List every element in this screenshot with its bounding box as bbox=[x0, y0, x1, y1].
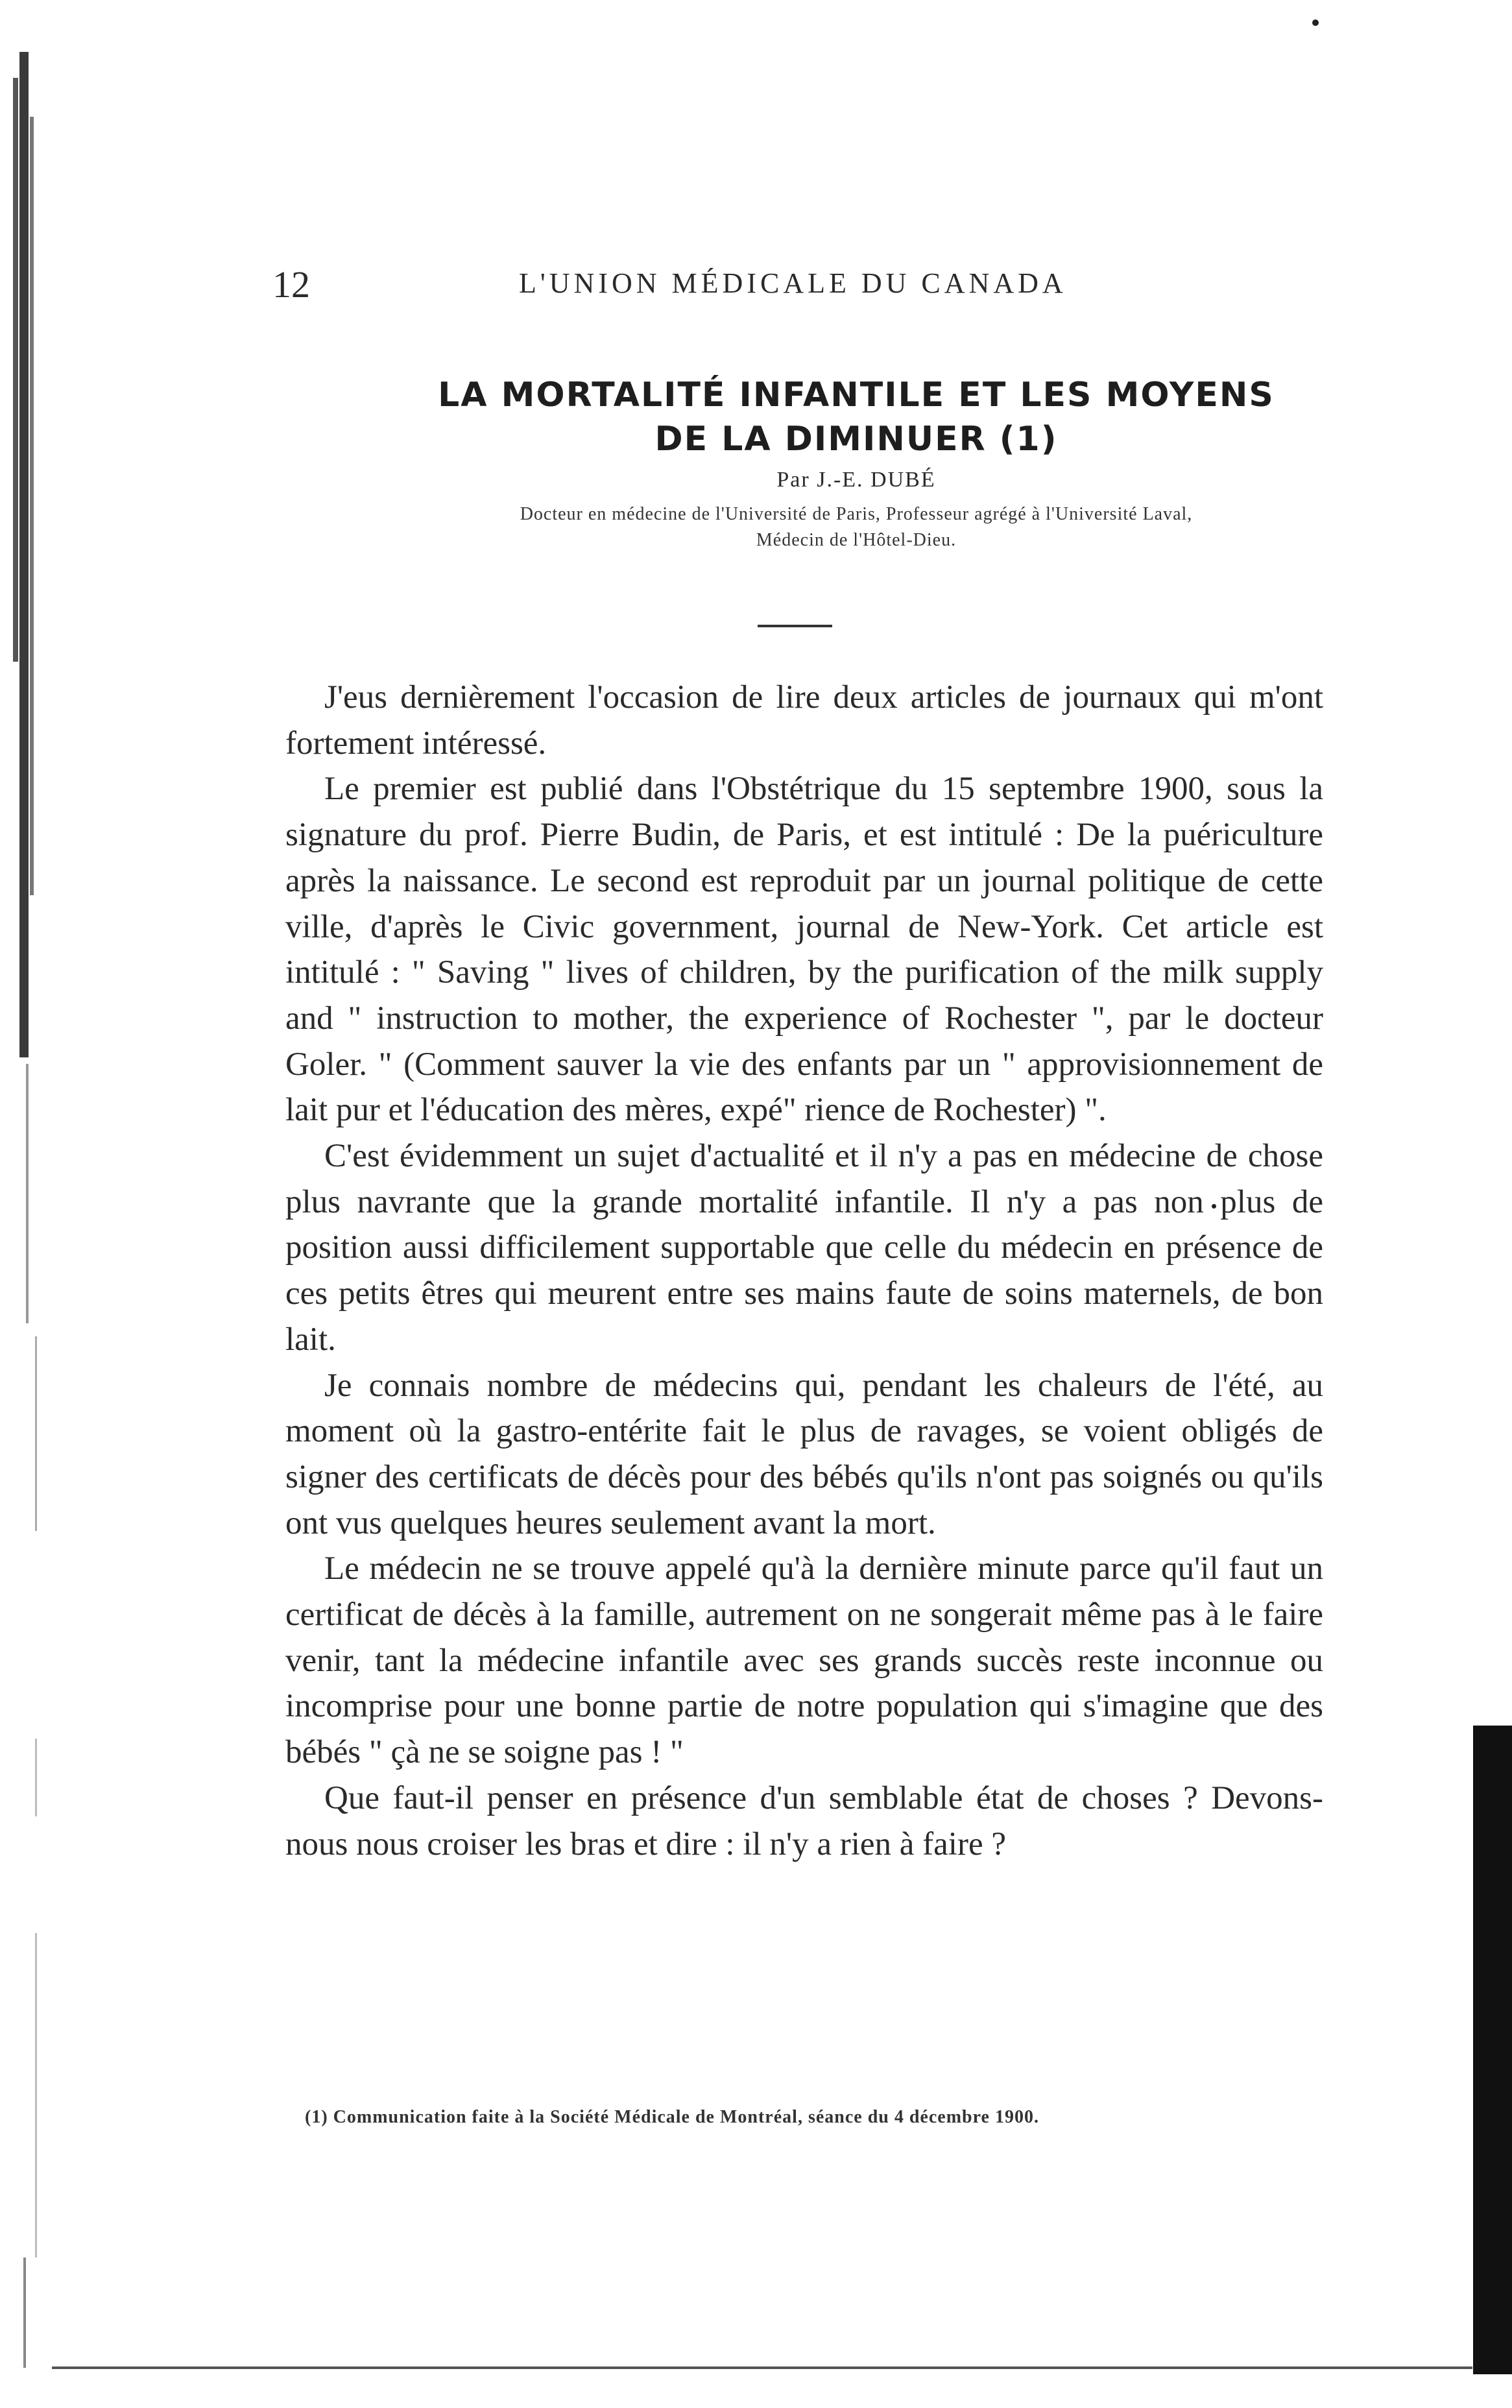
scan-bottom-edge bbox=[52, 2366, 1472, 2369]
paragraph: Le médecin ne se trouve appelé qu'à la dernière minute parce qu'il faut un certificat de décès à la famille, autrement on ne songerait même pas à le faire venir, tant la médecine infantile avec ses grands succès reste inconnue ou incomprise pour une bonne partie de notre population qui s'imagine que des bébés " çà ne se soigne pas ! " bbox=[285, 1550, 1323, 1771]
paragraph: C'est évidemment un sujet d'actualité et il n'y a pas en médecine de chose plus navrante que la grande mortalité infantile. Il n'y a pas non plus de position aussi difficilement supportable que celle du médecin en présence de ces petits êtres qui meurent entre ses mains faute de soins maternels, de bon lait. bbox=[285, 1138, 1323, 1358]
page-number: 12 bbox=[272, 263, 310, 306]
article-author: Par J.-E. DUBÉ bbox=[776, 468, 936, 492]
paragraph: Je connais nombre de médecins qui, pendant les chaleurs de l'été, au moment où la gastro-entérite fait le plus de ravages, se voient obligés de signer des certificats de décès pour des bébés qu'ils n'ont pas soignés ou qu'ils ont vus quelques heures seulement avant la mort. bbox=[285, 1367, 1323, 1541]
scan-edge-noise bbox=[6, 52, 65, 2374]
article-heading bbox=[279, 373, 1434, 553]
affiliation-line-2: Médecin de l'Hôtel-Dieu. bbox=[756, 530, 957, 550]
footnote: (1) Communication faite à la Société Médicale de Montréal, séance du 4 décembre 1900. bbox=[305, 2107, 1039, 2127]
page-header bbox=[272, 263, 1512, 308]
affiliation-line-1: Docteur en médecine de l'Université de Paris, Professeur agrégé à l'Université Laval, bbox=[520, 504, 1193, 524]
article-title bbox=[279, 373, 1434, 461]
paragraph: Le premier est publié dans l'Obstétrique du 15 septembre 1900, sous la signature du prof. Pierre Budin, de Paris, et est intitulé : De la puériculture après la naissance. Le second est reproduit par un journal politique de cette ville, d'après le Civic government, journal de New-York. Cet article est intitulé : " Saving " lives of children, by the purification of the milk supply and " instruction to mother, the experience of Rochester ", par le docteur Goler. " (Comment sauver la vie des enfants par un " approvisionnement de lait pur et l'éducation des mères, expé" rience de Rochester) ". bbox=[285, 771, 1323, 1129]
scan-dot bbox=[1312, 19, 1319, 26]
section-divider bbox=[758, 625, 832, 627]
article-body bbox=[285, 675, 1323, 1867]
author-affiliation bbox=[279, 501, 1434, 553]
scan-right-edge bbox=[1473, 1726, 1512, 2374]
article-title-line-2: DE LA DIMINUER (1) bbox=[654, 420, 1058, 459]
paragraph: J'eus dernièrement l'occasion de lire deux articles de journaux qui m'ont fortement intéressé. bbox=[285, 679, 1323, 762]
running-title: L'UNION MÉDICALE DU CANADA bbox=[519, 267, 1067, 299]
article-title-line-1: LA MORTALITÉ INFANTILE ET LES MOYENS bbox=[438, 376, 1275, 415]
paragraph: Que faut-il penser en présence d'un semblable état de choses ? Devons-nous nous croiser les bras et dire : il n'y a rien à faire ? bbox=[285, 1779, 1323, 1862]
